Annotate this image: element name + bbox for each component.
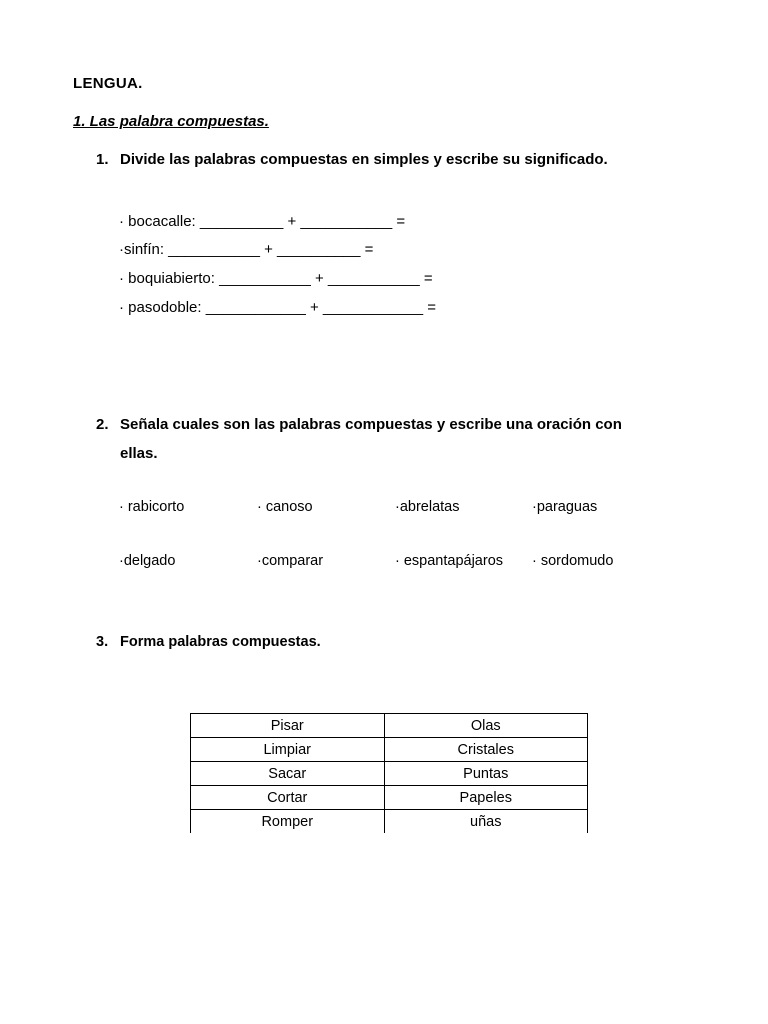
word-item: · rabicorto <box>119 499 185 515</box>
exercise-2-instruction: Señala cuales son las palabras compuestas y escribe una oración con <box>120 416 622 433</box>
exercise-1-instruction: Divide las palabras compuestas en simples y escribe su significado. <box>120 151 608 168</box>
exercise-1-line: · boquiabierto: ___________ + ___________ = <box>119 270 433 287</box>
word-item: ·abrelatas <box>395 499 460 515</box>
word-item: · canoso <box>257 499 313 515</box>
word-item: ·delgado <box>119 553 176 569</box>
document-title: LENGUA. <box>73 75 143 92</box>
table-row <box>191 738 588 762</box>
exercise-3-number: 3. <box>96 634 109 650</box>
table-cell: Romper <box>191 810 385 834</box>
word-item: · sordomudo <box>532 553 614 569</box>
word-item: ·paraguas <box>532 499 598 515</box>
compound-words-table <box>190 713 588 833</box>
exercise-1-number: 1. <box>96 151 109 168</box>
table-row <box>191 810 588 834</box>
table-cell: Puntas <box>384 762 588 786</box>
exercise-1-line: · pasodoble: ____________ + ____________ = <box>119 299 436 316</box>
table-cell: Olas <box>384 714 588 738</box>
exercise-1-line: · bocacalle: __________ + ___________ = <box>119 213 406 230</box>
exercise-3-instruction: Forma palabras compuestas. <box>120 634 321 650</box>
table-cell: Cortar <box>191 786 385 810</box>
table-cell: Limpiar <box>191 738 385 762</box>
table-cell: Papeles <box>384 786 588 810</box>
exercise-2-number: 2. <box>96 416 109 433</box>
table-cell: Cristales <box>384 738 588 762</box>
table-row <box>191 714 588 738</box>
exercise-2-instruction-cont: ellas. <box>120 445 158 462</box>
table-row <box>191 762 588 786</box>
table-row <box>191 786 588 810</box>
table-cell: Sacar <box>191 762 385 786</box>
word-item: ·comparar <box>257 553 324 569</box>
table-cell: uñas <box>384 810 588 834</box>
section-title: 1. Las palabra compuestas. <box>73 113 269 130</box>
table-cell: Pisar <box>191 714 385 738</box>
exercise-1-line: ·sinfín: ___________ + __________ = <box>119 241 374 258</box>
word-item: · espantapájaros <box>395 553 504 569</box>
